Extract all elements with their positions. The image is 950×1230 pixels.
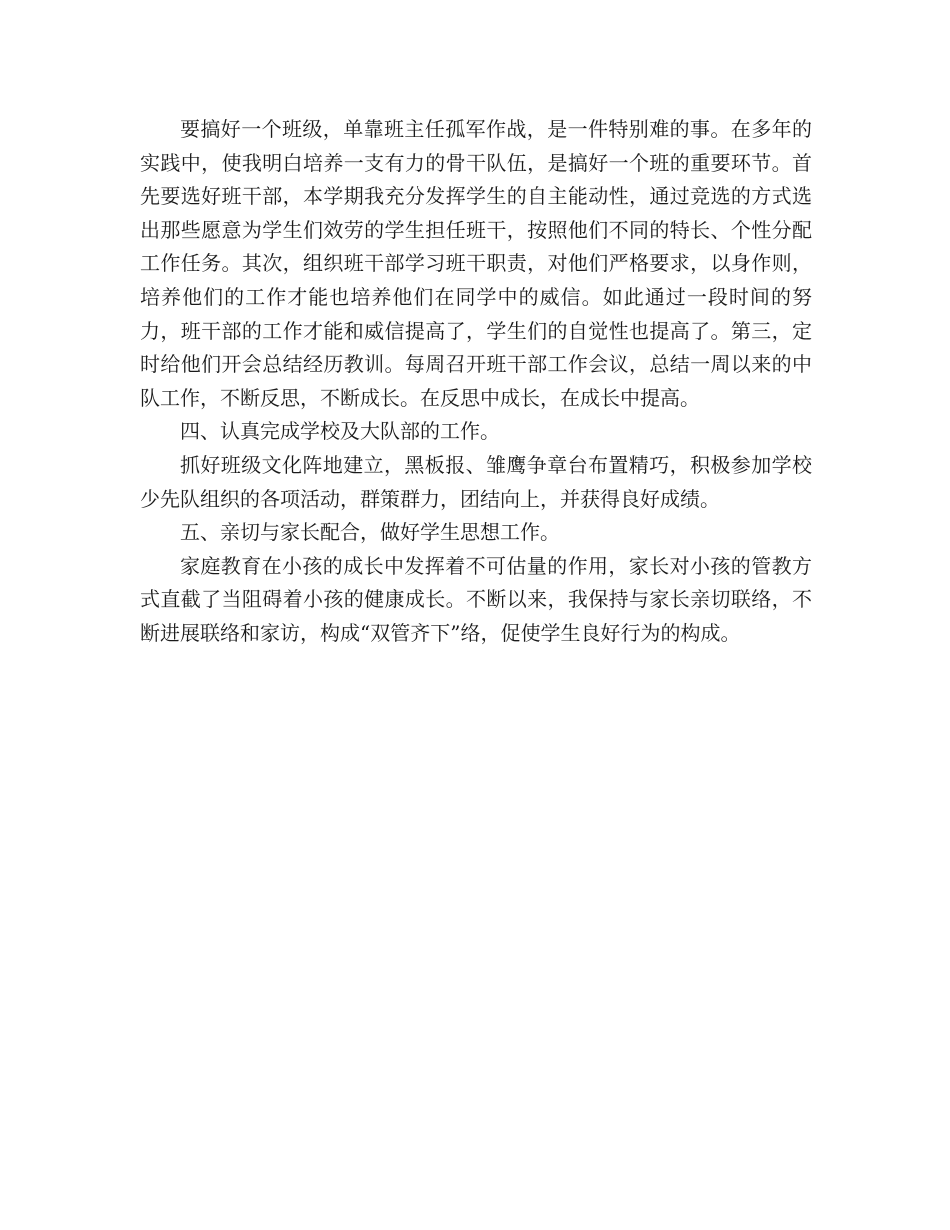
document-body bbox=[140, 113, 812, 651]
paragraph-class-cadre-building: 要搞好一个班级，单靠班主任孤军作战，是一件特别难的事。在多年的实践中，使我明白培养一支有力的骨干队伍，是搞好一个班的重要环节。首先要选好班干部，本学期我充分发挥学生的自主能动性，通过竞选的方式选出那些愿意为学生们效劳的学生担任班干，按照他们不同的特长、个性分配工作任务。其次，组织班干部学习班干职责，对他们严格要求，以身作则，培养他们的工作才能也培养他们在同学中的威信。如此通过一段时间的努力，班干部的工作才能和威信提高了，学生们的自觉性也提高了。第三，定时给他们开会总结经历教训。每周召开班干部工作会议，总结一周以来的中队工作，不断反思，不断成长。在反思中成长，在成长中提高。 bbox=[140, 117, 812, 410]
section-heading-five: 五、亲切与家长配合，做好学生思想工作。 bbox=[180, 520, 560, 545]
paragraph-class-culture: 抓好班级文化阵地建立，黑板报、雏鹰争章台布置精巧，积极参加学校少先队组织的各项活动，群策群力，团结向上，并获得良好成绩。 bbox=[140, 452, 812, 511]
section-heading-four: 四、认真完成学校及大队部的工作。 bbox=[180, 419, 500, 444]
paragraph-family-education: 家庭教育在小孩的成长中发挥着不可估量的作用，家长对小孩的管教方式直截了当阻碍着小孩的健康成长。不断以来，我保持与家长亲切联络，不断进展联络和家访，构成“双管齐下”络，促使学生良好行为的构成。 bbox=[140, 553, 812, 645]
